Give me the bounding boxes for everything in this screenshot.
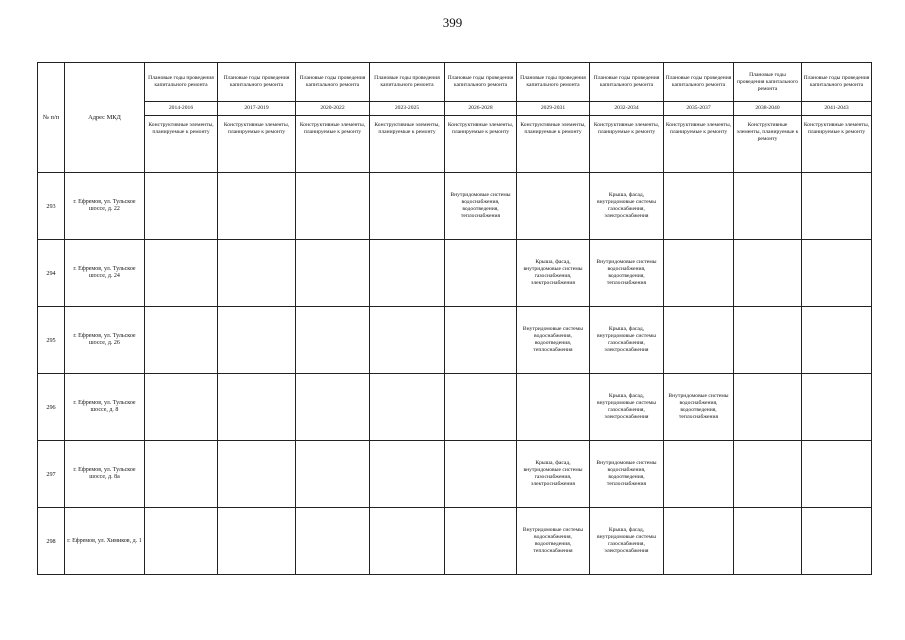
row-number: 294 <box>38 240 65 307</box>
table-row <box>38 307 872 374</box>
plan-cell <box>445 374 517 441</box>
plan-cell: Внутридомовые системы водоснабжения, водоотведения, теплоснабжения <box>517 508 590 575</box>
header-group: Плановые годы проведения капитального ремонта <box>802 63 872 102</box>
header-group: Плановые годы проведения капитального ремонта <box>445 63 517 102</box>
plan-cell: Крыша, фасад, внутридомовые системы газоснабжения, электроснабжения <box>590 374 664 441</box>
header-period: 2020-2022 <box>296 102 370 116</box>
plan-cell <box>802 374 872 441</box>
plan-cell <box>664 173 734 240</box>
page-number: 399 <box>442 15 463 30</box>
row-address: г. Ефремов, ул. Химиков, д. 1 <box>65 508 145 575</box>
header-period: 2038-2040 <box>734 102 802 116</box>
plan-cell <box>370 240 445 307</box>
plan-cell: Крыша, фасад, внутридомовые системы газоснабжения, электроснабжения <box>517 240 590 307</box>
header-period: 2014-2016 <box>145 102 218 116</box>
plan-cell: Крыша, фасад, внутридомовые системы газоснабжения, электроснабжения <box>590 173 664 240</box>
plan-cell <box>218 240 296 307</box>
header-elements: Конструктивные элементы, планируемые к ремонту <box>517 116 590 173</box>
header-period: 2032-2034 <box>590 102 664 116</box>
plan-cell <box>445 307 517 374</box>
plan-cell: Внутридомовые системы водоснабжения, водоотведения, теплоснабжения <box>445 173 517 240</box>
plan-cell <box>802 173 872 240</box>
plan-cell: Внутридомовые системы водоснабжения, водоотведения, теплоснабжения <box>517 307 590 374</box>
plan-cell <box>664 240 734 307</box>
plan-cell <box>370 307 445 374</box>
plan-cell <box>445 508 517 575</box>
plan-cell: Внутридомовые системы водоснабжения, водоотведения, теплоснабжения <box>590 441 664 508</box>
header-number: № п/п <box>38 63 65 173</box>
header-elements: Конструктивные элементы, планируемые к ремонту <box>218 116 296 173</box>
plan-cell <box>145 441 218 508</box>
row-number: 293 <box>38 173 65 240</box>
plan-cell: Крыша, фасад, внутридомовые системы газоснабжения, электроснабжения <box>590 508 664 575</box>
header-elements: Конструктивные элементы, планируемые к ремонту <box>370 116 445 173</box>
plan-cell <box>445 240 517 307</box>
plan-cell <box>145 307 218 374</box>
plan-cell <box>664 307 734 374</box>
header-period: 2035-2037 <box>664 102 734 116</box>
plan-cell <box>802 508 872 575</box>
plan-cell <box>145 508 218 575</box>
header-elements: Конструктивные элементы, планируемые к ремонту <box>734 116 802 173</box>
table-row <box>38 441 872 508</box>
plan-cell <box>296 508 370 575</box>
plan-cell <box>218 441 296 508</box>
row-number: 297 <box>38 441 65 508</box>
table-row <box>38 240 872 307</box>
header-group: Плановые годы проведения капитального ремонта <box>218 63 296 102</box>
row-address: г. Ефремов, ул. Тульское шоссе, д. 24 <box>65 240 145 307</box>
plan-cell <box>218 173 296 240</box>
row-number: 298 <box>38 508 65 575</box>
plan-cell <box>296 374 370 441</box>
header-address: Адрес МКД <box>65 63 145 173</box>
plan-cell <box>145 240 218 307</box>
plan-cell <box>664 508 734 575</box>
header-period: 2041-2043 <box>802 102 872 116</box>
plan-cell <box>664 441 734 508</box>
header-elements: Конструктивные элементы, планируемые к ремонту <box>145 116 218 173</box>
row-number: 295 <box>38 307 65 374</box>
plan-cell <box>734 307 802 374</box>
plan-cell <box>734 240 802 307</box>
plan-cell <box>218 374 296 441</box>
plan-cell <box>445 441 517 508</box>
capital-repair-plan-table <box>37 62 872 575</box>
table-row <box>38 173 872 240</box>
plan-cell <box>296 173 370 240</box>
header-group: Плановые годы проведения капитального ремонта <box>296 63 370 102</box>
plan-cell: Внутридомовые системы водоснабжения, водоотведения, теплоснабжения <box>664 374 734 441</box>
header-group: Плановые годы проведения капитального ремонта <box>370 63 445 102</box>
plan-cell <box>734 508 802 575</box>
header-elements: Конструктивные элементы, планируемые к ремонту <box>802 116 872 173</box>
plan-cell <box>218 307 296 374</box>
header-group: Плановые годы проведения капитального ремонта <box>590 63 664 102</box>
header-group: Плановые годы проведения капитального ремонта <box>664 63 734 102</box>
header-group: Плановые годы проведения капитального ремонта <box>145 63 218 102</box>
plan-cell <box>734 441 802 508</box>
plan-cell <box>370 374 445 441</box>
plan-cell <box>802 240 872 307</box>
plan-cell <box>296 240 370 307</box>
plan-cell <box>802 307 872 374</box>
plan-cell <box>734 173 802 240</box>
header-group: Плановые годы проведения капитального ремонта <box>734 63 802 102</box>
plan-cell <box>370 508 445 575</box>
plan-cell <box>517 374 590 441</box>
header-period: 2023-2025 <box>370 102 445 116</box>
header-elements: Конструктивные элементы, планируемые к ремонту <box>296 116 370 173</box>
plan-cell <box>145 374 218 441</box>
row-address: г. Ефремов, ул. Тульское шоссе, д. 8а <box>65 441 145 508</box>
header-elements: Конструктивные элементы, планируемые к ремонту <box>590 116 664 173</box>
plan-cell: Крыша, фасад, внутридомовые системы газоснабжения, электроснабжения <box>590 307 664 374</box>
plan-cell <box>517 173 590 240</box>
header-period: 2029-2031 <box>517 102 590 116</box>
row-number: 296 <box>38 374 65 441</box>
plan-cell <box>734 374 802 441</box>
plan-cell <box>296 441 370 508</box>
plan-cell: Крыша, фасад, внутридомовые системы газоснабжения, электроснабжения <box>517 441 590 508</box>
row-address: г. Ефремов, ул. Тульское шоссе, д. 26 <box>65 307 145 374</box>
plan-cell <box>218 508 296 575</box>
header-elements: Конструктивные элементы, планируемые к ремонту <box>445 116 517 173</box>
table-row <box>38 508 872 575</box>
header-group: Плановые годы проведения капитального ремонта <box>517 63 590 102</box>
row-address: г. Ефремов, ул. Тульское шоссе, д. 8 <box>65 374 145 441</box>
plan-cell <box>370 173 445 240</box>
header-period: 2017-2019 <box>218 102 296 116</box>
plan-cell <box>370 441 445 508</box>
plan-cell <box>296 307 370 374</box>
table-row <box>38 374 872 441</box>
plan-cell <box>145 173 218 240</box>
plan-cell <box>802 441 872 508</box>
row-address: г. Ефремов, ул. Тульское шоссе, д. 22 <box>65 173 145 240</box>
plan-cell: Внутридомовые системы водоснабжения, водоотведения, теплоснабжения <box>590 240 664 307</box>
header-elements: Конструктивные элементы, планируемые к ремонту <box>664 116 734 173</box>
header-period: 2026-2028 <box>445 102 517 116</box>
